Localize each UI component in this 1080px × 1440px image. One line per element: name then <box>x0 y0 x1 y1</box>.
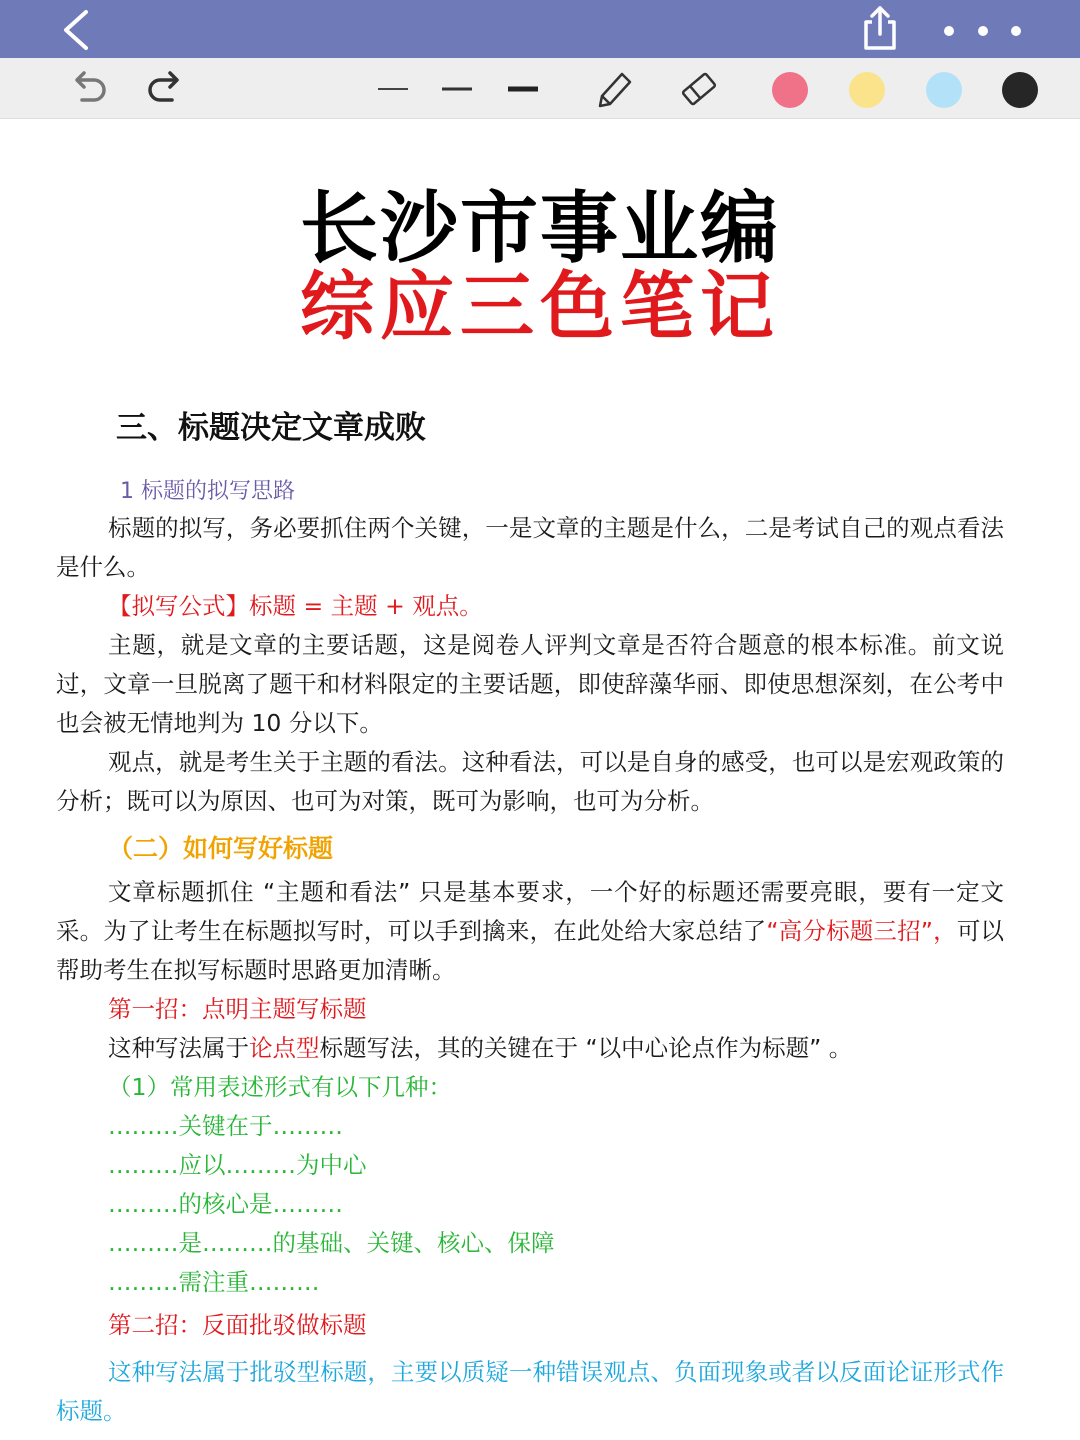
paragraph-4-text: 文章标题抓住 “主题和看法” 只是基本要求，一个好的标题还需要亮眼，要有一定文采。为了让考生在标题拟写时，可以手到擒来，在此处给大家总结了 <box>56 878 1004 945</box>
list-title: （1）常用表述形式有以下几种： <box>108 1073 452 1101</box>
chevron-left-icon[interactable] <box>56 6 100 54</box>
paragraph-3: 观点，就是考生关于主题的看法。这种看法，可以是自身的感受，也可以是宏观政策的分析；既可以为原因、也可为对策，既可为影响，也可为分析。 <box>56 748 1004 815</box>
paragraph-4-text-end: 可以帮助考生在拟写标题时思路更加清晰。 <box>56 917 1005 984</box>
subsection-heading: （二）如何写好标题 <box>108 834 334 863</box>
list-item: ………的核心是……… <box>108 1190 343 1218</box>
share-icon[interactable] <box>858 2 902 54</box>
formula-line: 【拟写公式】标题 = 主题 + 观点。 <box>108 592 483 620</box>
top-app-bar <box>0 0 1080 58</box>
paragraph-4-highlight: “高分标题三招”， <box>766 917 957 945</box>
paragraph-6: 这种写法属于批驳型标题，主要以质疑一种错误观点、负面现象或者以反面论证形式作标题。 <box>56 1358 1004 1425</box>
paragraph-5-text: 这种写法属于 <box>108 1034 249 1062</box>
more-dots-icon[interactable] <box>936 18 1026 44</box>
color-swatch-pink[interactable] <box>772 72 808 108</box>
document-body <box>56 509 1004 1431</box>
move-1-heading: 第一招：点明主题写标题 <box>108 995 367 1023</box>
undo-icon[interactable] <box>66 66 112 112</box>
line-thin-icon[interactable] <box>370 66 416 112</box>
color-swatch-yellow[interactable] <box>849 72 885 108</box>
line-medium-icon[interactable] <box>434 66 480 112</box>
list-item: ………需注重……… <box>108 1268 320 1296</box>
redo-icon[interactable] <box>142 66 188 112</box>
paragraph-5-text-end: 标题写法，其的关键在于 “以中心论点作为标题” 。 <box>319 1034 853 1062</box>
paragraph-1: 标题的拟写，务必要抓住两个关键，一是文章的主题是什么，二是考试自己的观点看法是什么。 <box>56 514 1004 581</box>
paragraph-5 <box>56 1029 1004 1068</box>
list-item: ………是………的基础、关键、核心、保障 <box>108 1229 555 1257</box>
color-swatch-blue[interactable] <box>926 72 962 108</box>
color-swatch-black[interactable] <box>1002 72 1038 108</box>
list-item: ………关键在于……… <box>108 1112 343 1140</box>
pen-icon[interactable] <box>590 66 636 112</box>
section-heading: 三、标题决定文章成败 <box>116 410 426 446</box>
eraser-icon[interactable] <box>676 66 722 112</box>
paragraph-4 <box>56 873 1004 990</box>
paragraph-5-highlight: 论点型 <box>249 1034 320 1062</box>
document-subtitle: 综应三色笔记 <box>300 264 780 350</box>
move-2-heading: 第二招：反面批驳做标题 <box>108 1311 367 1339</box>
line-thick-icon[interactable] <box>500 66 546 112</box>
subheading: 1 标题的拟写思路 <box>120 479 295 504</box>
document-title: 长沙市事业编 <box>299 183 780 274</box>
list-item: ………应以………为中心 <box>108 1151 367 1179</box>
paragraph-2: 主题，就是文章的主要话题，这是阅卷人评判文章是否符合题意的根本标准。前文说过，文章一旦脱离了题干和材料限定的主要话题，即使辞藻华丽、即使思想深刻，在公考中也会被无情地判为 10 分以下。 <box>56 631 1004 737</box>
drawing-toolbar <box>0 58 1080 119</box>
